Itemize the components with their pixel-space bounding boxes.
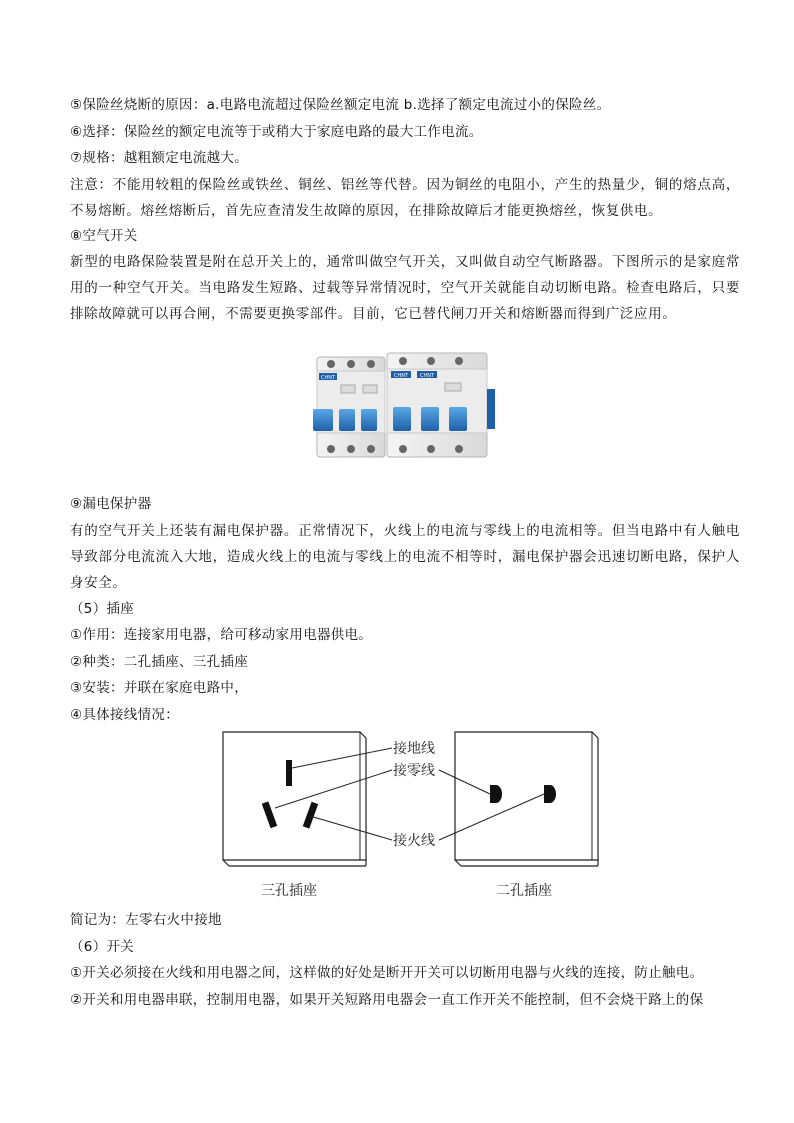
label-ground-wire: 接地线 bbox=[393, 741, 435, 757]
air-switch-title: ⑧空气开关 bbox=[70, 227, 138, 244]
note-paragraph: 注意：不能用较粗的保险丝或铁丝、铜丝、铝丝等代替。因为铜丝的电阻小，产生的热量少，铜的熔点高，不易熔断。熔丝熔断后，首先应查清发生故障的原因，在排除故障后才能更换熔丝，恢复供电。 bbox=[70, 176, 740, 219]
socket-purpose: ①作用：连接家用电器，给可移动家用电器供电。 bbox=[70, 627, 373, 643]
leak-protector-paragraph: 有的空气开关上还装有漏电保护器。正常情况下，火线上的电流与零线上的电流相等。但当电路中有人触电导致部分电流流入大地，造成火线上的电流与零线上的电流不相等时，漏电保护器会迅速切断电路，保护人身安全。 bbox=[70, 522, 740, 591]
text-line-fuse-spec: ⑦规格：越粗额定电流越大。 bbox=[70, 150, 249, 166]
neutral-hole-two bbox=[490, 785, 502, 803]
text-line-fuse-choice: ⑥选择：保险丝的额定电流等于或稍大于家庭电路的最大工作电流。 bbox=[70, 123, 483, 140]
socket-install: ③安装：并联在家庭电路中， bbox=[70, 680, 249, 696]
document-page bbox=[70, 94, 740, 1015]
breaker-right bbox=[387, 353, 495, 457]
three-hole-socket bbox=[223, 732, 366, 866]
socket-types: ②种类：二孔插座、三孔插座 bbox=[70, 653, 249, 670]
label-live-wire: 接火线 bbox=[393, 833, 435, 849]
socket-wiring: ④具体接线情况： bbox=[70, 706, 180, 723]
leak-protector-title: ⑨漏电保护器 bbox=[70, 496, 152, 512]
text-line-fuse-cause: ⑤保险丝烧断的原因：a.电路电流超过保险丝额定电流 b.选择了额定电流过小的保险丝。 bbox=[70, 97, 611, 113]
label-neutral-wire: 接零线 bbox=[393, 763, 435, 779]
air-switch-paragraph: 新型的电路保险装置是附在总开关上的，通常叫做空气开关，又叫做自动空气断路器。下图所示的是家庭常用的一种空气开关。当电路发生短路、过载等异常情况时，空气开关就能自动切断电路。检查电路后，只要排除故障就可以再合闸，不需要更换零部件。目前，它已替代闸刀开关和熔断器而得到广泛应用。 bbox=[70, 254, 740, 322]
breaker-brand-label-3: CHNT bbox=[419, 373, 435, 379]
air-switch-photo bbox=[70, 333, 740, 483]
socket-heading: （5）插座 bbox=[70, 600, 135, 617]
ground-hole bbox=[286, 760, 292, 786]
breaker-left bbox=[313, 357, 385, 457]
switch-rule-1: ①开关必须接在火线和用电器之间，这样做的好处是断开开关可以切断用电器与火线的连接，防止触电。 bbox=[70, 965, 704, 981]
switch-rule-2: ②开关和用电器串联，控制用电器，如果开关短路用电器会一直工作开关不能控制，但不会烧干路上的保 bbox=[70, 991, 704, 1008]
caption-three-hole: 三孔插座 bbox=[261, 883, 317, 899]
caption-two-hole: 二孔插座 bbox=[496, 883, 552, 899]
socket-wiring-diagram bbox=[70, 730, 740, 905]
live-hole-two bbox=[544, 785, 556, 803]
two-hole-socket bbox=[455, 732, 598, 866]
breaker-illustration bbox=[305, 349, 505, 467]
switch-heading: （6）开关 bbox=[70, 938, 135, 955]
breaker-brand-label-1: CHNT bbox=[320, 375, 336, 381]
mnemonic-line: 简记为：左零右火中接地 bbox=[70, 912, 222, 928]
breaker-brand-label-2: CHNT bbox=[393, 373, 409, 379]
